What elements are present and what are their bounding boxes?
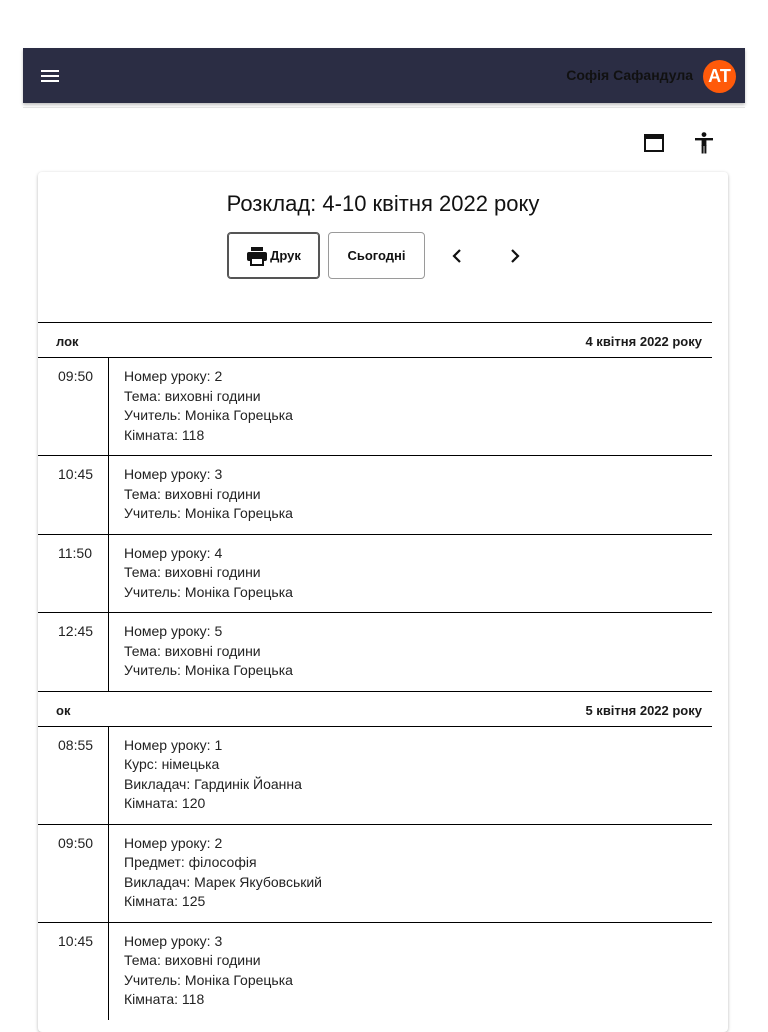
divider bbox=[23, 107, 745, 108]
window-icon[interactable] bbox=[641, 130, 667, 156]
lesson-number: Номер уроку: 5 bbox=[124, 623, 223, 639]
lesson-topic: Тема: виховні години bbox=[124, 485, 261, 502]
day-label: ок bbox=[56, 702, 71, 718]
lesson-row[interactable] bbox=[38, 358, 712, 456]
lesson-room: Кімната: 120 bbox=[124, 795, 206, 811]
hamburger-icon-line bbox=[41, 75, 59, 77]
lesson-details bbox=[109, 358, 293, 455]
lesson-teacher: Учитель: Моніка Горецька bbox=[124, 971, 293, 988]
lesson-topic: Тема: виховні години bbox=[124, 564, 261, 580]
lesson-time: 10:45 bbox=[38, 923, 109, 1020]
lesson-teacher: Викладач: Марек Якубовський bbox=[124, 873, 323, 890]
lesson-time: 12:45 bbox=[38, 613, 109, 691]
lesson-subject: Предмет: філософія bbox=[124, 854, 257, 870]
lesson-room: Кімната: 118 bbox=[124, 991, 205, 1007]
day-label: лок bbox=[56, 334, 79, 349]
lesson-teacher: Учитель: Моніка Горецька bbox=[124, 407, 293, 423]
lesson-teacher: Викладач: Гардинік Йоанна bbox=[124, 775, 302, 792]
hamburger-icon bbox=[41, 70, 59, 72]
lesson-number: Номер уроку: 3 bbox=[124, 466, 223, 482]
lesson-time: 08:55 bbox=[38, 727, 109, 824]
lesson-teacher: Учитель: Моніка Горецька bbox=[124, 662, 293, 678]
lesson-row[interactable] bbox=[38, 825, 712, 923]
today-button[interactable]: Сьогодні bbox=[328, 232, 425, 279]
lesson-teacher: Учитель: Моніка Горецька bbox=[124, 505, 293, 521]
lesson-room: Кімната: 125 bbox=[124, 893, 206, 909]
accessibility-icon[interactable] bbox=[691, 130, 717, 156]
chevron-left-icon[interactable] bbox=[444, 243, 470, 269]
lesson-number: Номер уроку: 4 bbox=[124, 544, 223, 561]
lesson-number: Номер уроку: 2 bbox=[124, 834, 223, 851]
lesson-number: Номер уроку: 1 bbox=[124, 736, 223, 753]
lesson-number: Номер уроку: 2 bbox=[124, 368, 223, 384]
lesson-row[interactable] bbox=[38, 727, 712, 825]
lesson-details bbox=[109, 456, 293, 534]
lesson-topic: Тема: виховні години bbox=[124, 387, 261, 404]
lesson-number: Номер уроку: 3 bbox=[124, 932, 223, 949]
print-button[interactable] bbox=[227, 232, 320, 279]
lesson-room: Кімната: 118 bbox=[124, 426, 205, 443]
lesson-row[interactable] bbox=[38, 456, 712, 535]
user-name[interactable]: Софія Сафандула bbox=[566, 67, 693, 83]
schedule-card bbox=[38, 172, 728, 1032]
day-date: 4 квітня 2022 року bbox=[585, 334, 702, 349]
lesson-time: 09:50 bbox=[38, 825, 109, 922]
day-header bbox=[38, 691, 712, 727]
lesson-time: 09:50 bbox=[38, 358, 109, 455]
lesson-course: Курс: німецька bbox=[124, 756, 220, 772]
lesson-details bbox=[109, 535, 293, 613]
lesson-details bbox=[109, 825, 322, 922]
lesson-details bbox=[109, 613, 293, 691]
lesson-time: 10:45 bbox=[38, 456, 109, 534]
day-header bbox=[38, 322, 712, 358]
chevron-right-icon[interactable] bbox=[502, 243, 528, 269]
day-date: 5 квітня 2022 року bbox=[585, 702, 702, 718]
page-title: Розклад: 4-10 квітня 2022 року bbox=[226, 191, 540, 216]
lesson-details bbox=[109, 923, 293, 1020]
lesson-topic: Тема: виховні години bbox=[124, 642, 261, 659]
lesson-row[interactable] bbox=[38, 613, 712, 691]
lesson-topic: Тема: виховні години bbox=[124, 952, 261, 968]
lesson-row[interactable] bbox=[38, 923, 712, 1020]
top-app-bar bbox=[23, 48, 745, 103]
schedule-list bbox=[38, 322, 712, 1020]
menu-button[interactable] bbox=[35, 61, 65, 91]
avatar[interactable]: AT bbox=[703, 60, 736, 93]
printer-icon bbox=[246, 246, 268, 266]
hamburger-icon-line bbox=[41, 80, 59, 82]
lesson-details bbox=[109, 727, 302, 824]
lesson-teacher: Учитель: Моніка Горецька bbox=[124, 583, 293, 600]
lesson-time: 11:50 bbox=[38, 535, 109, 613]
print-button-label: Друк bbox=[270, 248, 301, 263]
lesson-row[interactable] bbox=[38, 535, 712, 614]
